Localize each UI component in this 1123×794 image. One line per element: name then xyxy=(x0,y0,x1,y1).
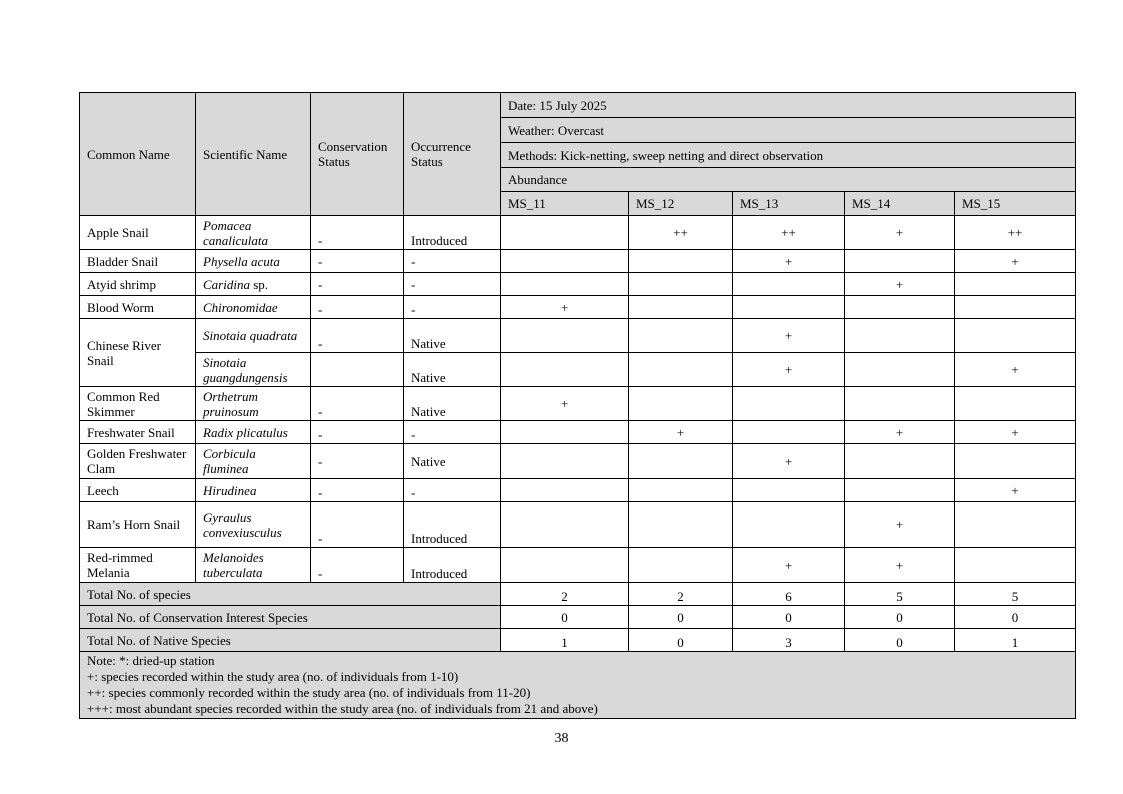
header-station: MS_13 xyxy=(733,192,845,216)
total-conservation-row xyxy=(80,606,1076,629)
table-row xyxy=(80,421,1076,444)
abundance-cell xyxy=(629,296,733,319)
abundance-cell: + xyxy=(733,319,845,353)
total-label: Total No. of Conservation Interest Species xyxy=(80,606,501,629)
abundance-cell xyxy=(629,548,733,583)
conservation-status: - xyxy=(311,273,404,296)
conservation-status: - xyxy=(311,216,404,250)
conservation-status: - xyxy=(311,319,404,353)
occurrence-status: - xyxy=(404,273,501,296)
common-name: Ram’s Horn Snail xyxy=(80,502,196,548)
abundance-cell: + xyxy=(845,421,955,444)
scientific-name: Hirudinea xyxy=(196,479,311,502)
total-value: 2 xyxy=(629,583,733,606)
total-value: 0 xyxy=(845,629,955,652)
header-occurrence-status: Occurrence Status xyxy=(404,93,501,216)
abundance-cell xyxy=(955,319,1076,353)
occurrence-status: Native xyxy=(404,444,501,479)
abundance-cell xyxy=(501,250,629,273)
abundance-cell xyxy=(845,387,955,421)
abundance-cell xyxy=(733,479,845,502)
occurrence-status: Native xyxy=(404,353,501,387)
abundance-cell: + xyxy=(955,353,1076,387)
abundance-cell xyxy=(629,387,733,421)
abundance-cell xyxy=(501,421,629,444)
occurrence-status: - xyxy=(404,479,501,502)
abundance-cell xyxy=(955,387,1076,421)
occurrence-status: - xyxy=(404,296,501,319)
abundance-cell: + xyxy=(733,353,845,387)
abundance-cell: + xyxy=(733,548,845,583)
scientific-name: Sinotaia quadrata xyxy=(196,319,311,353)
header-abundance: Abundance xyxy=(501,168,1076,192)
abundance-cell xyxy=(629,273,733,296)
conservation-status: - xyxy=(311,296,404,319)
note-line: Note: *: dried-up station xyxy=(87,653,215,668)
total-value: 0 xyxy=(629,606,733,629)
table-row xyxy=(80,353,1076,387)
total-value: 0 xyxy=(845,606,955,629)
common-name: Atyid shrimp xyxy=(80,273,196,296)
occurrence-status: Introduced xyxy=(404,502,501,548)
header-station: MS_12 xyxy=(629,192,733,216)
abundance-cell xyxy=(845,250,955,273)
table-row xyxy=(80,319,1076,353)
note-line: +: species recorded within the study area (no. of individuals from 1-10) xyxy=(87,669,459,684)
conservation-status xyxy=(311,353,404,387)
table-row xyxy=(80,548,1076,583)
page-number: 38 xyxy=(554,731,569,746)
table-row xyxy=(80,296,1076,319)
abundance-cell xyxy=(845,319,955,353)
abundance-cell: + xyxy=(845,273,955,296)
note-line: ++: species commonly recorded within the study area (no. of individuals from 11-20) xyxy=(87,685,531,700)
abundance-cell: ++ xyxy=(629,216,733,250)
conservation-status: - xyxy=(311,387,404,421)
abundance-cell xyxy=(501,273,629,296)
total-value: 1 xyxy=(501,629,629,652)
header-common-name: Common Name xyxy=(80,93,196,216)
abundance-cell: + xyxy=(733,250,845,273)
abundance-cell xyxy=(955,444,1076,479)
abundance-cell: ++ xyxy=(955,216,1076,250)
total-value: 5 xyxy=(955,583,1076,606)
total-value: 6 xyxy=(733,583,845,606)
abundance-cell xyxy=(733,273,845,296)
scientific-name: Physella acuta xyxy=(196,250,311,273)
common-name: Common Red Skimmer xyxy=(80,387,196,421)
total-value: 3 xyxy=(733,629,845,652)
occurrence-status: Native xyxy=(404,387,501,421)
abundance-cell xyxy=(845,353,955,387)
table-row xyxy=(80,273,1076,296)
common-name: Golden Freshwater Clam xyxy=(80,444,196,479)
table-row xyxy=(80,387,1076,421)
header-conservation-status: Conservation Status xyxy=(311,93,404,216)
header-weather: Weather: Overcast xyxy=(501,118,1076,143)
header-methods: Methods: Kick-netting, sweep netting and direct observation xyxy=(501,143,1076,168)
common-name: Chinese River Snail xyxy=(80,319,196,387)
total-native-row xyxy=(80,629,1076,652)
occurrence-status: - xyxy=(404,250,501,273)
abundance-cell: + xyxy=(501,296,629,319)
conservation-status: - xyxy=(311,479,404,502)
abundance-cell xyxy=(629,250,733,273)
conservation-status: - xyxy=(311,444,404,479)
abundance-cell: + xyxy=(955,250,1076,273)
conservation-status: - xyxy=(311,250,404,273)
common-name: Apple Snail xyxy=(80,216,196,250)
abundance-cell: + xyxy=(629,421,733,444)
total-value: 0 xyxy=(629,629,733,652)
table-row xyxy=(80,479,1076,502)
abundance-cell xyxy=(501,353,629,387)
scientific-name: Corbicula fluminea xyxy=(196,444,311,479)
abundance-cell xyxy=(845,479,955,502)
abundance-cell: + xyxy=(845,502,955,548)
abundance-cell xyxy=(501,548,629,583)
occurrence-status: Introduced xyxy=(404,548,501,583)
abundance-cell xyxy=(501,216,629,250)
abundance-cell xyxy=(845,296,955,319)
abundance-cell: ++ xyxy=(733,216,845,250)
total-value: 5 xyxy=(845,583,955,606)
abundance-cell: + xyxy=(955,421,1076,444)
abundance-cell xyxy=(501,479,629,502)
total-species-row xyxy=(80,583,1076,606)
conservation-status: - xyxy=(311,548,404,583)
scientific-name: Orthetrum pruinosum xyxy=(196,387,311,421)
abundance-cell xyxy=(733,387,845,421)
abundance-cell xyxy=(733,296,845,319)
scientific-name: Gyraulus convexiusculus xyxy=(196,502,311,548)
header-station: MS_14 xyxy=(845,192,955,216)
scientific-name: Melanoides tuberculata xyxy=(196,548,311,583)
occurrence-status: Introduced xyxy=(404,216,501,250)
total-value: 2 xyxy=(501,583,629,606)
common-name: Bladder Snail xyxy=(80,250,196,273)
abundance-cell xyxy=(629,502,733,548)
table-row xyxy=(80,250,1076,273)
scientific-name: Radix plicatulus xyxy=(196,421,311,444)
abundance-cell: + xyxy=(845,548,955,583)
abundance-cell xyxy=(955,548,1076,583)
note-line: +++: most abundant species recorded within the study area (no. of individuals from 21 and above) xyxy=(87,701,598,716)
conservation-status: - xyxy=(311,421,404,444)
abundance-cell: + xyxy=(845,216,955,250)
total-value: 0 xyxy=(501,606,629,629)
scientific-name: Chironomidae xyxy=(196,296,311,319)
table-row xyxy=(80,444,1076,479)
species-survey-table xyxy=(79,92,1076,719)
abundance-cell xyxy=(733,421,845,444)
total-label: Total No. of Native Species xyxy=(80,629,501,652)
scientific-genus: Caridina xyxy=(203,276,250,292)
abundance-cell xyxy=(955,296,1076,319)
scientific-suffix: sp. xyxy=(249,276,269,292)
occurrence-status: Native xyxy=(404,319,501,353)
header-row-date xyxy=(80,93,1076,118)
scientific-name xyxy=(196,273,311,296)
abundance-cell xyxy=(733,502,845,548)
total-value: 0 xyxy=(955,606,1076,629)
header-station: MS_11 xyxy=(501,192,629,216)
scientific-name: Sinotaia guangdungensis xyxy=(196,353,311,387)
header-scientific-name: Scientific Name xyxy=(196,93,311,216)
common-name: Leech xyxy=(80,479,196,502)
common-name: Blood Worm xyxy=(80,296,196,319)
notes-row xyxy=(80,652,1076,719)
abundance-cell: + xyxy=(501,387,629,421)
total-value: 1 xyxy=(955,629,1076,652)
total-value: 0 xyxy=(733,606,845,629)
common-name: Freshwater Snail xyxy=(80,421,196,444)
abundance-cell: + xyxy=(955,479,1076,502)
scientific-name: Pomacea canaliculata xyxy=(196,216,311,250)
notes xyxy=(80,652,1076,719)
abundance-cell xyxy=(629,353,733,387)
occurrence-status: - xyxy=(404,421,501,444)
conservation-status: - xyxy=(311,502,404,548)
header-date: Date: 15 July 2025 xyxy=(501,93,1076,118)
header-station: MS_15 xyxy=(955,192,1076,216)
abundance-cell xyxy=(629,479,733,502)
abundance-cell xyxy=(629,444,733,479)
total-label: Total No. of species xyxy=(80,583,501,606)
common-name: Red-rimmed Melania xyxy=(80,548,196,583)
abundance-cell xyxy=(955,273,1076,296)
table-row xyxy=(80,216,1076,250)
table-row xyxy=(80,502,1076,548)
abundance-cell xyxy=(501,319,629,353)
abundance-cell: + xyxy=(733,444,845,479)
abundance-cell xyxy=(845,444,955,479)
abundance-cell xyxy=(501,444,629,479)
abundance-cell xyxy=(501,502,629,548)
abundance-cell xyxy=(955,502,1076,548)
abundance-cell xyxy=(629,319,733,353)
